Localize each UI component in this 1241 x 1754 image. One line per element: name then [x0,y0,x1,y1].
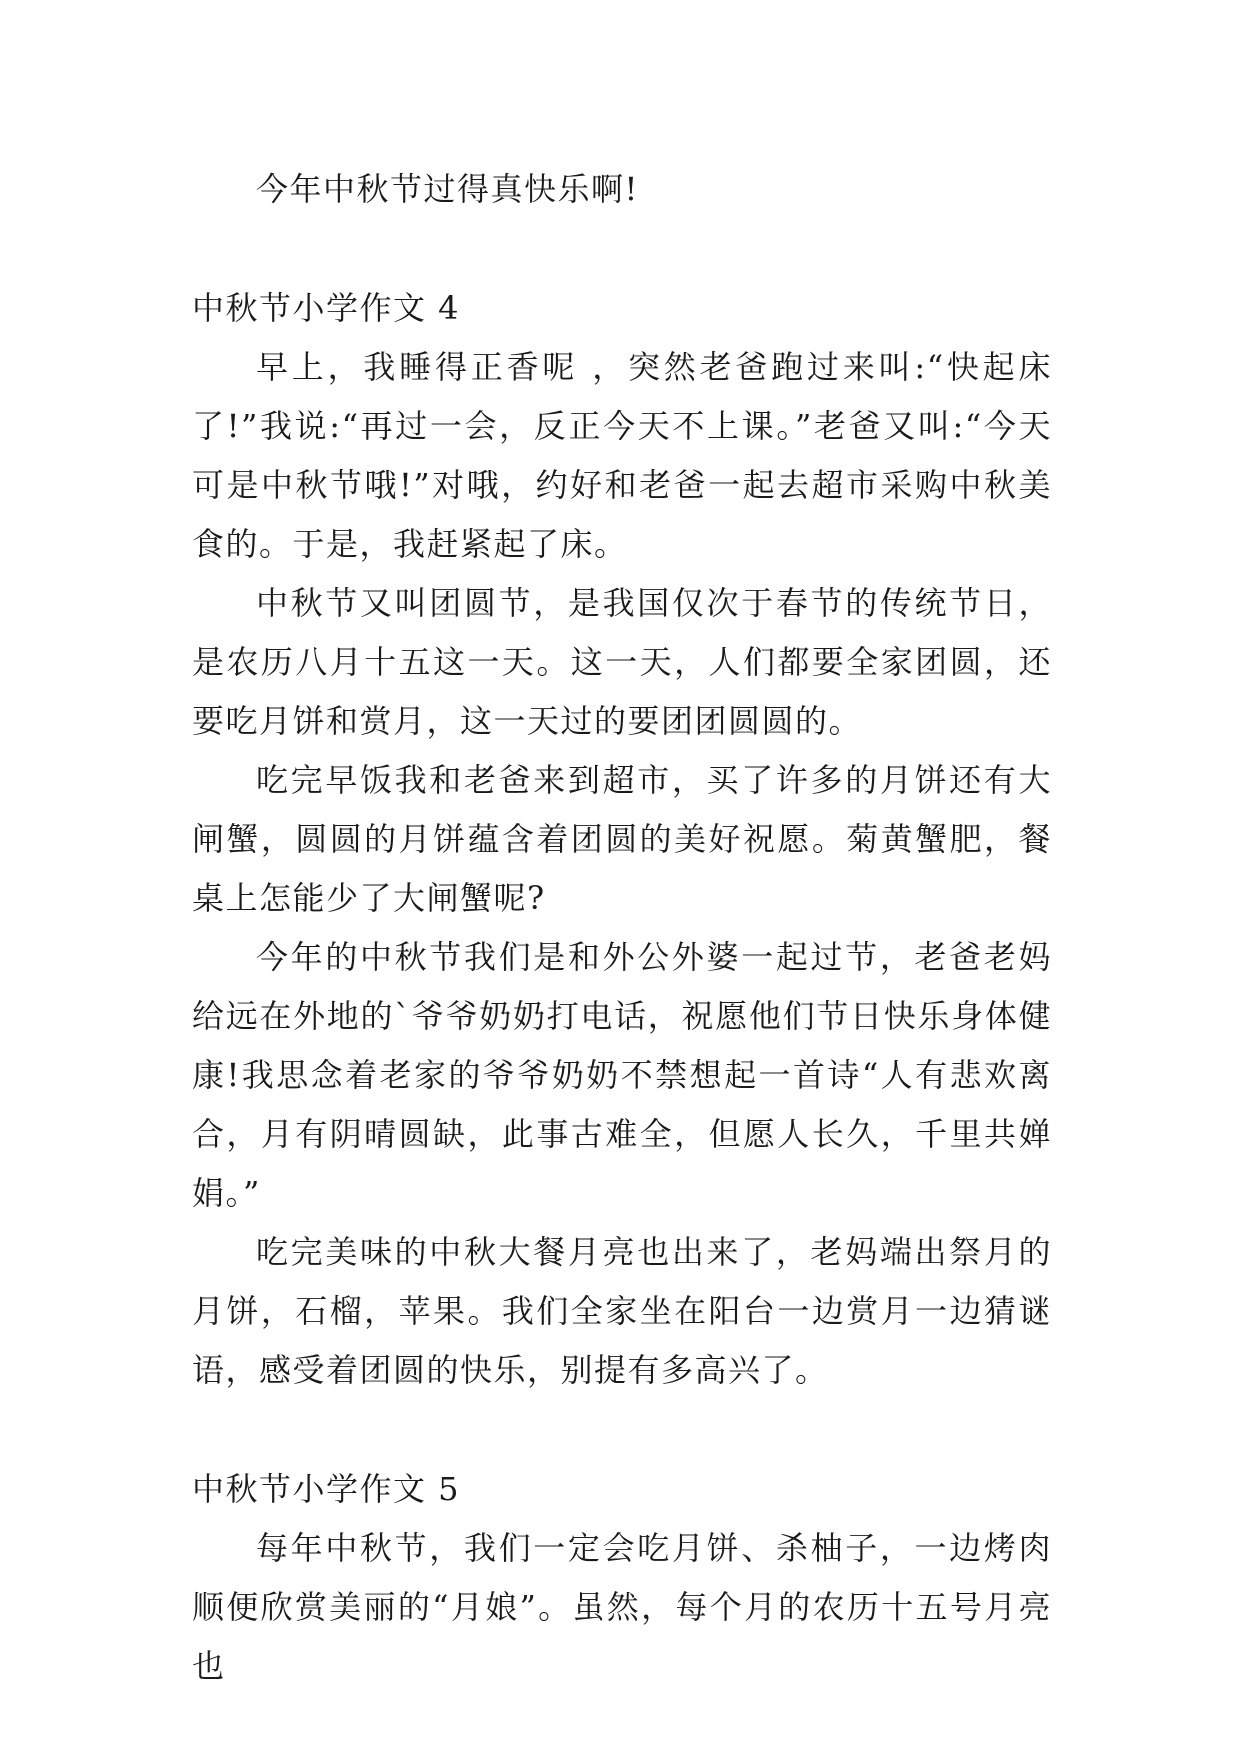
document-body [192,160,1052,1696]
essay-4-paragraph-5: 吃完美味的中秋大餐月亮也出来了，老妈端出祭月的月饼，石榴，苹果。我们全家坐在阳台一边赏月一边猜谜语，感受着团圆的快乐，别提有多高兴了。 [192,1233,1052,1389]
intro-paragraph: 今年中秋节过得真快乐啊! [256,170,639,208]
essay-4-title: 中秋节小学作文 4 [192,289,461,327]
essay-5-title: 中秋节小学作文 5 [192,1470,461,1508]
essay-4-paragraph-1: 早上，我睡得正香呢 ，突然老爸跑过来叫:“快起床了!”我说:“再过一会，反正今天不上课。”老爸又叫:“今天可是中秋节哦!”对哦，约好和老爸一起去超市采购中秋美食的。于是，我赶紧起了床。 [192,348,1052,563]
essay-4-paragraph-4: 今年的中秋节我们是和外公外婆一起过节，老爸老妈给远在外地的`爷爷奶奶打电话，祝愿他们节日快乐身体健康!我思念着老家的爷爷奶奶不禁想起一首诗“人有悲欢离合，月有阴晴圆缺，此事古难全，但愿人长久，千里共婵娟。” [192,938,1052,1212]
essay-5-paragraph-1: 每年中秋节，我们一定会吃月饼、杀柚子，一边烤肉顺便欣赏美丽的“月娘”。虽然，每个月的农历十五号月亮也 [192,1529,1052,1685]
section-spacer [192,1400,1052,1460]
essay-4-paragraph-3: 吃完早饭我和老爸来到超市，买了许多的月饼还有大闸蟹，圆圆的月饼蕴含着团圆的美好祝愿。菊黄蟹肥，餐桌上怎能少了大闸蟹呢? [192,761,1052,917]
section-spacer [192,219,1052,279]
essay-4-paragraph-2: 中秋节又叫团圆节，是我国仅次于春节的传统节日，是农历八月十五这一天。这一天，人们都要全家团圆，还要吃月饼和赏月，这一天过的要团团圆圆的。 [192,584,1052,740]
